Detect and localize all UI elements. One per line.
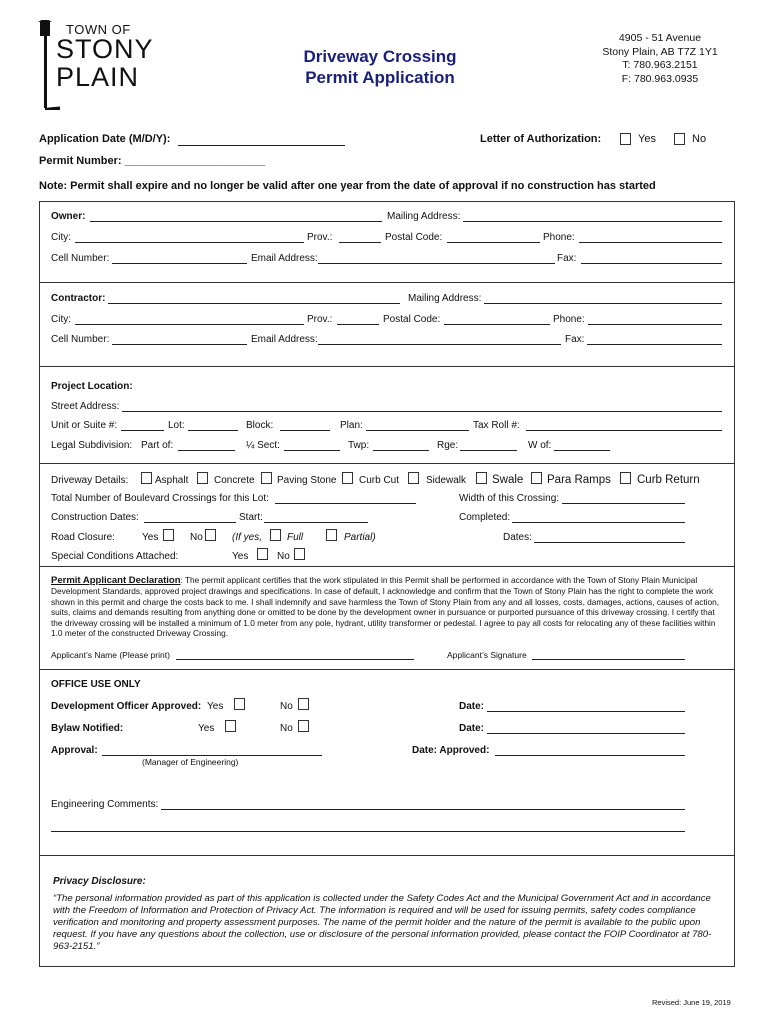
bylaw-no-checkbox[interactable] <box>298 720 309 732</box>
block-label: Block: <box>246 420 274 431</box>
dev-officer-date-label: Date: <box>459 701 485 712</box>
contractor-postal-field[interactable] <box>444 324 550 325</box>
contractor-label: Contractor: <box>51 293 106 304</box>
start-field[interactable] <box>264 522 368 523</box>
owner-phone-field[interactable] <box>579 242 722 243</box>
application-date-field[interactable] <box>178 145 345 146</box>
application-date-label: Application Date (M/D/Y): <box>39 133 171 145</box>
special-no-checkbox[interactable] <box>294 548 305 560</box>
loa-no-label: No <box>692 133 707 145</box>
contractor-email-label: Email Address: <box>251 334 318 345</box>
unit-field[interactable] <box>121 430 164 431</box>
sidewalk-label: Sidewalk <box>426 475 467 486</box>
special-yes-label: Yes <box>232 551 249 562</box>
dev-officer-no-checkbox[interactable] <box>298 698 309 710</box>
applicant-name-label: Applicant’s Name (Please print) <box>51 650 170 660</box>
town-logo <box>36 20 154 110</box>
loa-yes-checkbox[interactable] <box>620 133 631 145</box>
street-address-label: Street Address: <box>51 401 120 412</box>
dev-officer-label: Development Officer Approved: <box>51 701 202 712</box>
office-use-heading: OFFICE USE ONLY <box>51 679 141 690</box>
loa-yes-label: Yes <box>638 133 656 145</box>
owner-cell-label: Cell Number: <box>51 253 110 264</box>
dev-officer-yes-checkbox[interactable] <box>234 698 245 710</box>
owner-email-label: Email Address: <box>251 253 318 264</box>
quarter-section-label: ¼ Sect: <box>246 440 280 451</box>
bylaw-date-field[interactable] <box>487 733 685 734</box>
sidewalk-checkbox[interactable] <box>408 472 419 484</box>
block-field[interactable] <box>280 430 330 431</box>
owner-label: Owner: <box>51 211 86 222</box>
full-closure-label: Full <box>287 532 304 543</box>
dev-officer-date-field[interactable] <box>487 711 685 712</box>
total-crossings-field[interactable] <box>275 503 416 504</box>
quarter-section-field[interactable] <box>284 450 340 451</box>
contractor-prov-label: Prov.: <box>307 314 333 325</box>
asphalt-checkbox[interactable] <box>141 472 152 484</box>
owner-fax-label: Fax: <box>557 253 577 264</box>
logo-plain: PLAIN <box>56 62 140 92</box>
contractor-postal-label: Postal Code: <box>383 314 441 325</box>
plan-field[interactable] <box>366 430 469 431</box>
engineering-comments-field-2[interactable] <box>51 831 685 832</box>
declaration-body: : The permit applicant certifies that the work stipulated in this Permit shall be performed in accordance with the Town of Stony Plain Municipal Development Standards, approved project drawings and specifications. In case of default, I acknowledge and confirm that the Town of Stony Plain has the right to complete the work shown in this permit and charge the costs back to me. I shall indemnify and save harmless the Town of Stony Plain from any and all losses, costs, damages, actions, causes of action, suits, claims and demands resulting from anything done or omitted to be done by the development owner in pursuance or purported pursuance of this driveway crossing. I certify that the driveway crossing will be installed a minimum of 1.0 meter from any pole, hydrant, utility transformer or pedestal. I agree to pay all costs for relocating any of these facilities within 1.0 meter of the constructed Driveway Crossing. <box>51 575 720 639</box>
start-label: Start: <box>239 512 263 523</box>
driveway-details-label: Driveway Details: <box>51 475 129 486</box>
lot-label: Lot: <box>168 420 185 431</box>
owner-city-label: City: <box>51 232 71 243</box>
loa-no-checkbox[interactable] <box>674 133 685 145</box>
contractor-city-label: City: <box>51 314 71 325</box>
applicant-signature-field[interactable] <box>532 659 685 660</box>
declaration-heading: Permit Applicant Declaration <box>51 575 181 586</box>
part-of-field[interactable] <box>178 450 235 451</box>
contractor-phone-field[interactable] <box>588 324 722 325</box>
partial-closure-label: Partial) <box>344 532 376 543</box>
dev-officer-no-label: No <box>280 701 293 712</box>
revised-date: Revised: June 19, 2019 <box>652 998 731 1007</box>
bylaw-yes-checkbox[interactable] <box>225 720 236 732</box>
contractor-fax-label: Fax: <box>565 334 585 345</box>
swale-label: Swale <box>492 474 524 486</box>
owner-postal-label: Postal Code: <box>385 232 443 243</box>
tax-roll-field[interactable] <box>526 430 722 431</box>
completed-label: Completed: <box>459 512 511 523</box>
applicant-signature-label: Applicant’s Signature <box>447 650 527 660</box>
para-ramps-checkbox[interactable] <box>531 472 542 484</box>
section-divider <box>39 282 735 283</box>
approval-field[interactable] <box>102 755 322 756</box>
declaration-text <box>51 575 723 638</box>
section-divider <box>39 463 735 464</box>
contractor-cell-field[interactable] <box>112 344 247 345</box>
section-divider <box>39 566 735 567</box>
approval-label: Approval: <box>51 745 98 756</box>
bylaw-date-label: Date: <box>459 723 485 734</box>
contractor-fax-field[interactable] <box>587 344 722 345</box>
lot-field[interactable] <box>188 430 238 431</box>
title-line-1: Driveway Crossing <box>303 47 457 66</box>
w-of-field[interactable] <box>554 450 610 451</box>
closure-dates-label: Dates: <box>503 532 532 543</box>
dev-officer-yes-label: Yes <box>207 701 224 712</box>
owner-phone-label: Phone: <box>543 232 575 243</box>
part-of-label: Part of: <box>141 440 174 451</box>
curb-return-label: Curb Return <box>637 474 700 486</box>
legal-subdivision-label: Legal Subdivision: <box>51 440 133 451</box>
closure-dates-field[interactable] <box>534 542 685 543</box>
logo-town-of: TOWN OF <box>66 22 131 37</box>
total-crossings-label: Total Number of Boulevard Crossings for this Lot: <box>51 493 269 504</box>
if-yes-label: (If yes, <box>232 532 263 543</box>
bylaw-yes-label: Yes <box>198 723 215 734</box>
w-of-label: W of: <box>528 440 552 451</box>
contractor-prov-field[interactable] <box>337 324 379 325</box>
unit-label: Unit or Suite #: <box>51 420 118 431</box>
road-closure-no-checkbox[interactable] <box>205 529 216 541</box>
owner-city-field[interactable] <box>75 242 304 243</box>
special-conditions-label: Special Conditions Attached: <box>51 551 179 562</box>
address-line-3: T: 780.963.2151 <box>622 59 698 71</box>
full-closure-checkbox[interactable] <box>270 529 281 541</box>
contractor-email-field[interactable] <box>318 344 561 345</box>
road-closure-no-label: No <box>190 532 203 543</box>
special-yes-checkbox[interactable] <box>257 548 268 560</box>
road-closure-label: Road Closure: <box>51 532 115 543</box>
permit-number-field[interactable]: Permit Number: _______________________ <box>39 155 266 167</box>
owner-prov-field[interactable] <box>339 242 381 243</box>
engineering-comments-field[interactable] <box>161 809 685 810</box>
address-line-4: F: 780.963.0935 <box>621 72 699 85</box>
project-location-heading: Project Location: <box>51 381 133 392</box>
concrete-label: Concrete <box>214 475 255 486</box>
date-approved-field[interactable] <box>495 755 685 756</box>
contractor-city-field[interactable] <box>75 324 304 325</box>
para-ramps-label: Para Ramps <box>547 474 611 486</box>
curb-cut-label: Curb Cut <box>359 475 400 486</box>
asphalt-label: Asphalt <box>155 475 189 486</box>
construction-dates-label: Construction Dates: <box>51 512 139 523</box>
rge-label: Rge: <box>437 440 459 451</box>
contractor-mailing-label: Mailing Address: <box>408 293 482 304</box>
contractor-field[interactable] <box>108 303 400 304</box>
plan-label: Plan: <box>340 420 363 431</box>
section-divider <box>39 855 735 856</box>
section-divider <box>39 669 735 670</box>
section-divider <box>39 366 735 367</box>
swale-checkbox[interactable] <box>476 472 487 484</box>
bylaw-no-label: No <box>280 723 293 734</box>
width-crossing-label: Width of this Crossing: <box>459 493 560 504</box>
address-line-1: 4905 - 51 Avenue <box>618 32 702 44</box>
owner-fax-field[interactable] <box>581 263 722 264</box>
privacy-heading: Privacy Disclosure: <box>53 876 146 887</box>
owner-mailing-field[interactable] <box>463 221 722 222</box>
town-address <box>590 32 730 86</box>
owner-mailing-label: Mailing Address: <box>387 211 461 222</box>
contractor-phone-label: Phone: <box>553 314 585 325</box>
twp-label: Twp: <box>348 440 370 451</box>
date-approved-label: Date: Approved: <box>412 745 490 756</box>
applicant-name-field[interactable] <box>176 659 414 660</box>
curb-return-checkbox[interactable] <box>620 472 631 484</box>
bylaw-notified-label: Bylaw Notified: <box>51 723 124 734</box>
expiry-note: Note: Permit shall expire and no longer be valid after one year from the date of approval if no construction has started <box>39 180 656 192</box>
engineering-comments-label: Engineering Comments: <box>51 799 159 810</box>
logo-stony: STONY <box>56 34 154 64</box>
contractor-mailing-field[interactable] <box>484 303 722 304</box>
construction-dates-field[interactable] <box>144 522 236 523</box>
owner-field[interactable] <box>90 221 382 222</box>
special-no-label: No <box>277 551 290 562</box>
rge-field[interactable] <box>460 450 517 451</box>
title-line-2: Permit Application <box>305 68 455 87</box>
owner-postal-field[interactable] <box>447 242 540 243</box>
owner-prov-label: Prov.: <box>307 232 333 243</box>
twp-field[interactable] <box>373 450 429 451</box>
privacy-text: “The personal information provided as part of this application is collected under the Safety Codes Act and the Municipal Government Act and in accordance with the Freedom of Information and Protection of Privacy Act. The information is required and will be used for issuing permits, safety codes compliance verification and monitoring and property assessment purposes. The name of the permit holder and the nature of the permit is available to the public upon request. If you have any questions about the collection, use or disclosure of the personal information provided, please contact the FOIP Coordinator at 780-963-2151.” <box>53 893 712 952</box>
concrete-checkbox[interactable] <box>197 472 208 484</box>
contractor-cell-label: Cell Number: <box>51 334 110 345</box>
street-address-field[interactable] <box>122 411 722 412</box>
road-closure-yes-checkbox[interactable] <box>163 529 174 541</box>
tax-roll-label: Tax Roll #: <box>473 420 520 431</box>
paving-stone-label: Paving Stone <box>277 475 337 486</box>
address-line-2: Stony Plain, AB T7Z 1Y1 <box>602 45 718 58</box>
owner-email-field[interactable] <box>318 263 555 264</box>
width-crossing-field[interactable] <box>562 503 685 504</box>
partial-closure-checkbox[interactable] <box>326 529 337 541</box>
curb-cut-checkbox[interactable] <box>342 472 353 484</box>
paving-stone-checkbox[interactable] <box>261 472 272 484</box>
completed-field[interactable] <box>512 522 685 523</box>
owner-cell-field[interactable] <box>112 263 247 264</box>
manager-caption: (Manager of Engineering) <box>142 757 239 767</box>
letter-of-authorization-label: Letter of Authorization: <box>480 133 602 145</box>
page-title <box>290 46 470 88</box>
road-closure-yes-label: Yes <box>142 532 159 543</box>
